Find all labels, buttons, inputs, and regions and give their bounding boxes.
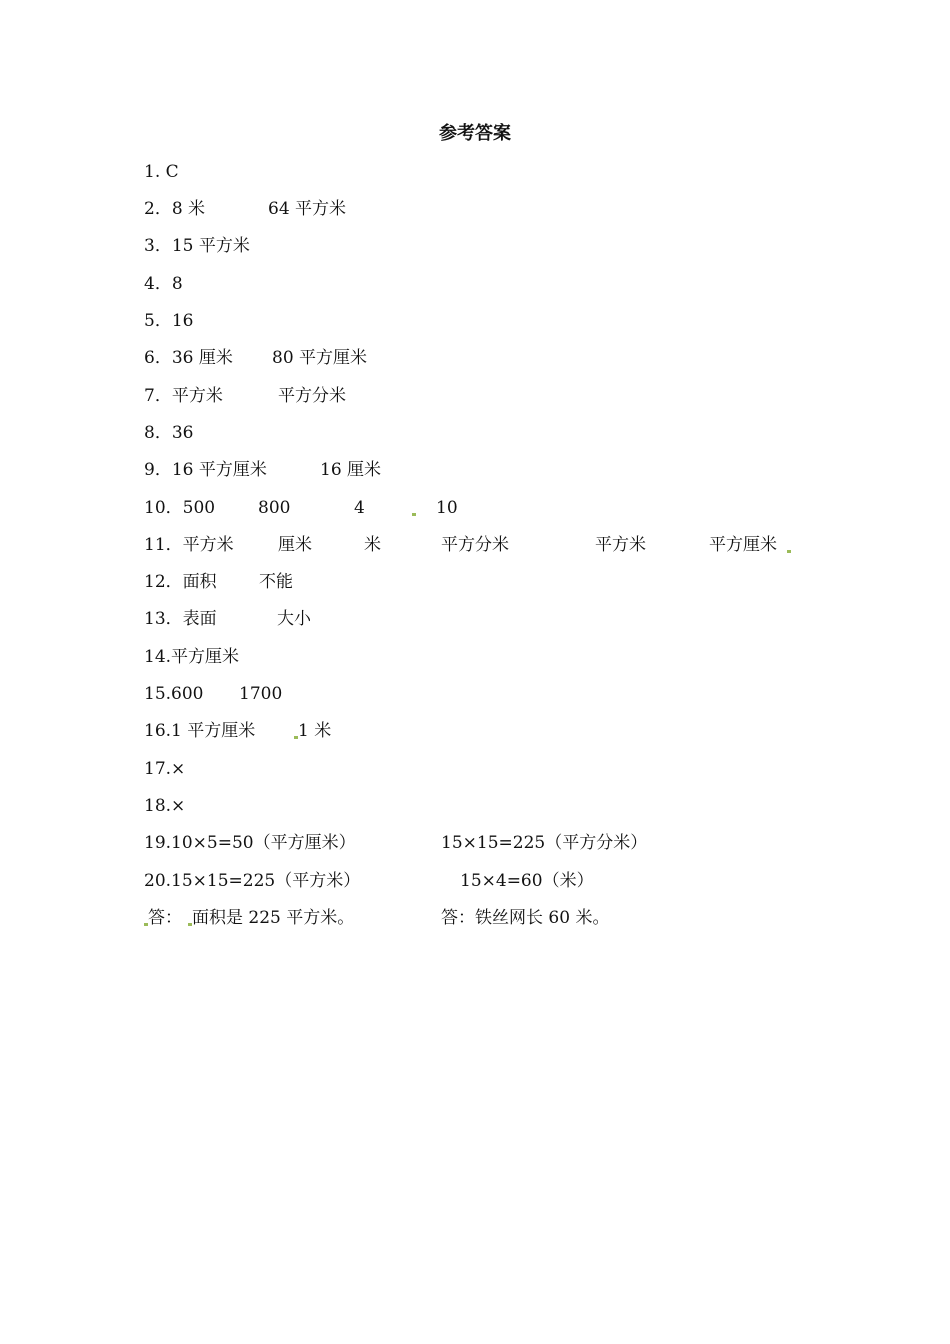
answer-20-label-1: 答： xyxy=(148,908,182,928)
answer-6-part-2: 80 平方厘米 xyxy=(272,348,368,368)
edit-mark xyxy=(787,550,791,553)
answer-10-part-1: 10．500 xyxy=(144,498,216,518)
answer-8: 8．36 xyxy=(144,423,194,443)
answer-19-part-1: 19.10×5=50（平方厘米） xyxy=(144,833,356,853)
answer-13-part-1: 13．表面 xyxy=(144,609,217,629)
answer-2-part-1: 2．8 米 xyxy=(144,199,206,219)
answer-7-part-1: 7．平方米 xyxy=(144,386,223,406)
answer-11-part-2: 厘米 xyxy=(278,535,312,555)
answer-6-part-1: 6．36 厘米 xyxy=(144,348,233,368)
answer-4: 4．8 xyxy=(144,274,183,294)
answer-16-part-1: 16.1 平方厘米 xyxy=(144,721,256,741)
answer-15-part-2: 1700 xyxy=(239,684,283,704)
answer-7-part-2: 平方分米 xyxy=(278,386,346,406)
answer-18: 18.× xyxy=(144,796,186,816)
answer-13-part-2: 大小 xyxy=(277,609,311,629)
answer-10-part-4: 10 xyxy=(436,498,458,518)
answer-20-conclusion-1: 面积是 225 平方米。 xyxy=(192,908,355,928)
answer-1: 1. C xyxy=(144,162,179,182)
answer-19-part-2: 15×15=225（平方分米） xyxy=(441,833,648,853)
answer-11-part-4: 平方分米 xyxy=(441,535,509,555)
answer-16-part-2: 1 米 xyxy=(298,721,332,741)
answer-9-part-2: 16 厘米 xyxy=(320,460,382,480)
answer-11-part-5: 平方米 xyxy=(595,535,646,555)
answer-15-part-1: 15.600 xyxy=(144,684,204,704)
answer-12-part-1: 12．面积 xyxy=(144,572,217,592)
answer-3: 3．15 平方米 xyxy=(144,236,250,256)
answer-10-part-2: 800 xyxy=(258,498,291,518)
answer-17: 17.× xyxy=(144,759,186,779)
answer-11-part-3: 米 xyxy=(364,535,381,555)
answer-20-part-1: 20.15×15=225（平方米） xyxy=(144,871,361,891)
edit-mark xyxy=(412,513,416,516)
answer-5: 5．16 xyxy=(144,311,194,331)
answer-10-part-3: 4 xyxy=(354,498,365,518)
answer-9-part-1: 9．16 平方厘米 xyxy=(144,460,267,480)
answer-11-part-6: 平方厘米 xyxy=(709,535,777,555)
answer-2-part-2: 64 平方米 xyxy=(268,199,347,219)
page-title: 参考答案 xyxy=(439,123,511,144)
answer-14: 14.平方厘米 xyxy=(144,647,240,667)
answer-20-conclusion-2: 答：铁丝网长 60 米。 xyxy=(441,908,610,928)
answer-11-part-1: 11．平方米 xyxy=(144,535,234,555)
answer-20-part-2: 15×4=60（米） xyxy=(460,871,594,891)
answer-12-part-2: 不能 xyxy=(259,572,293,592)
